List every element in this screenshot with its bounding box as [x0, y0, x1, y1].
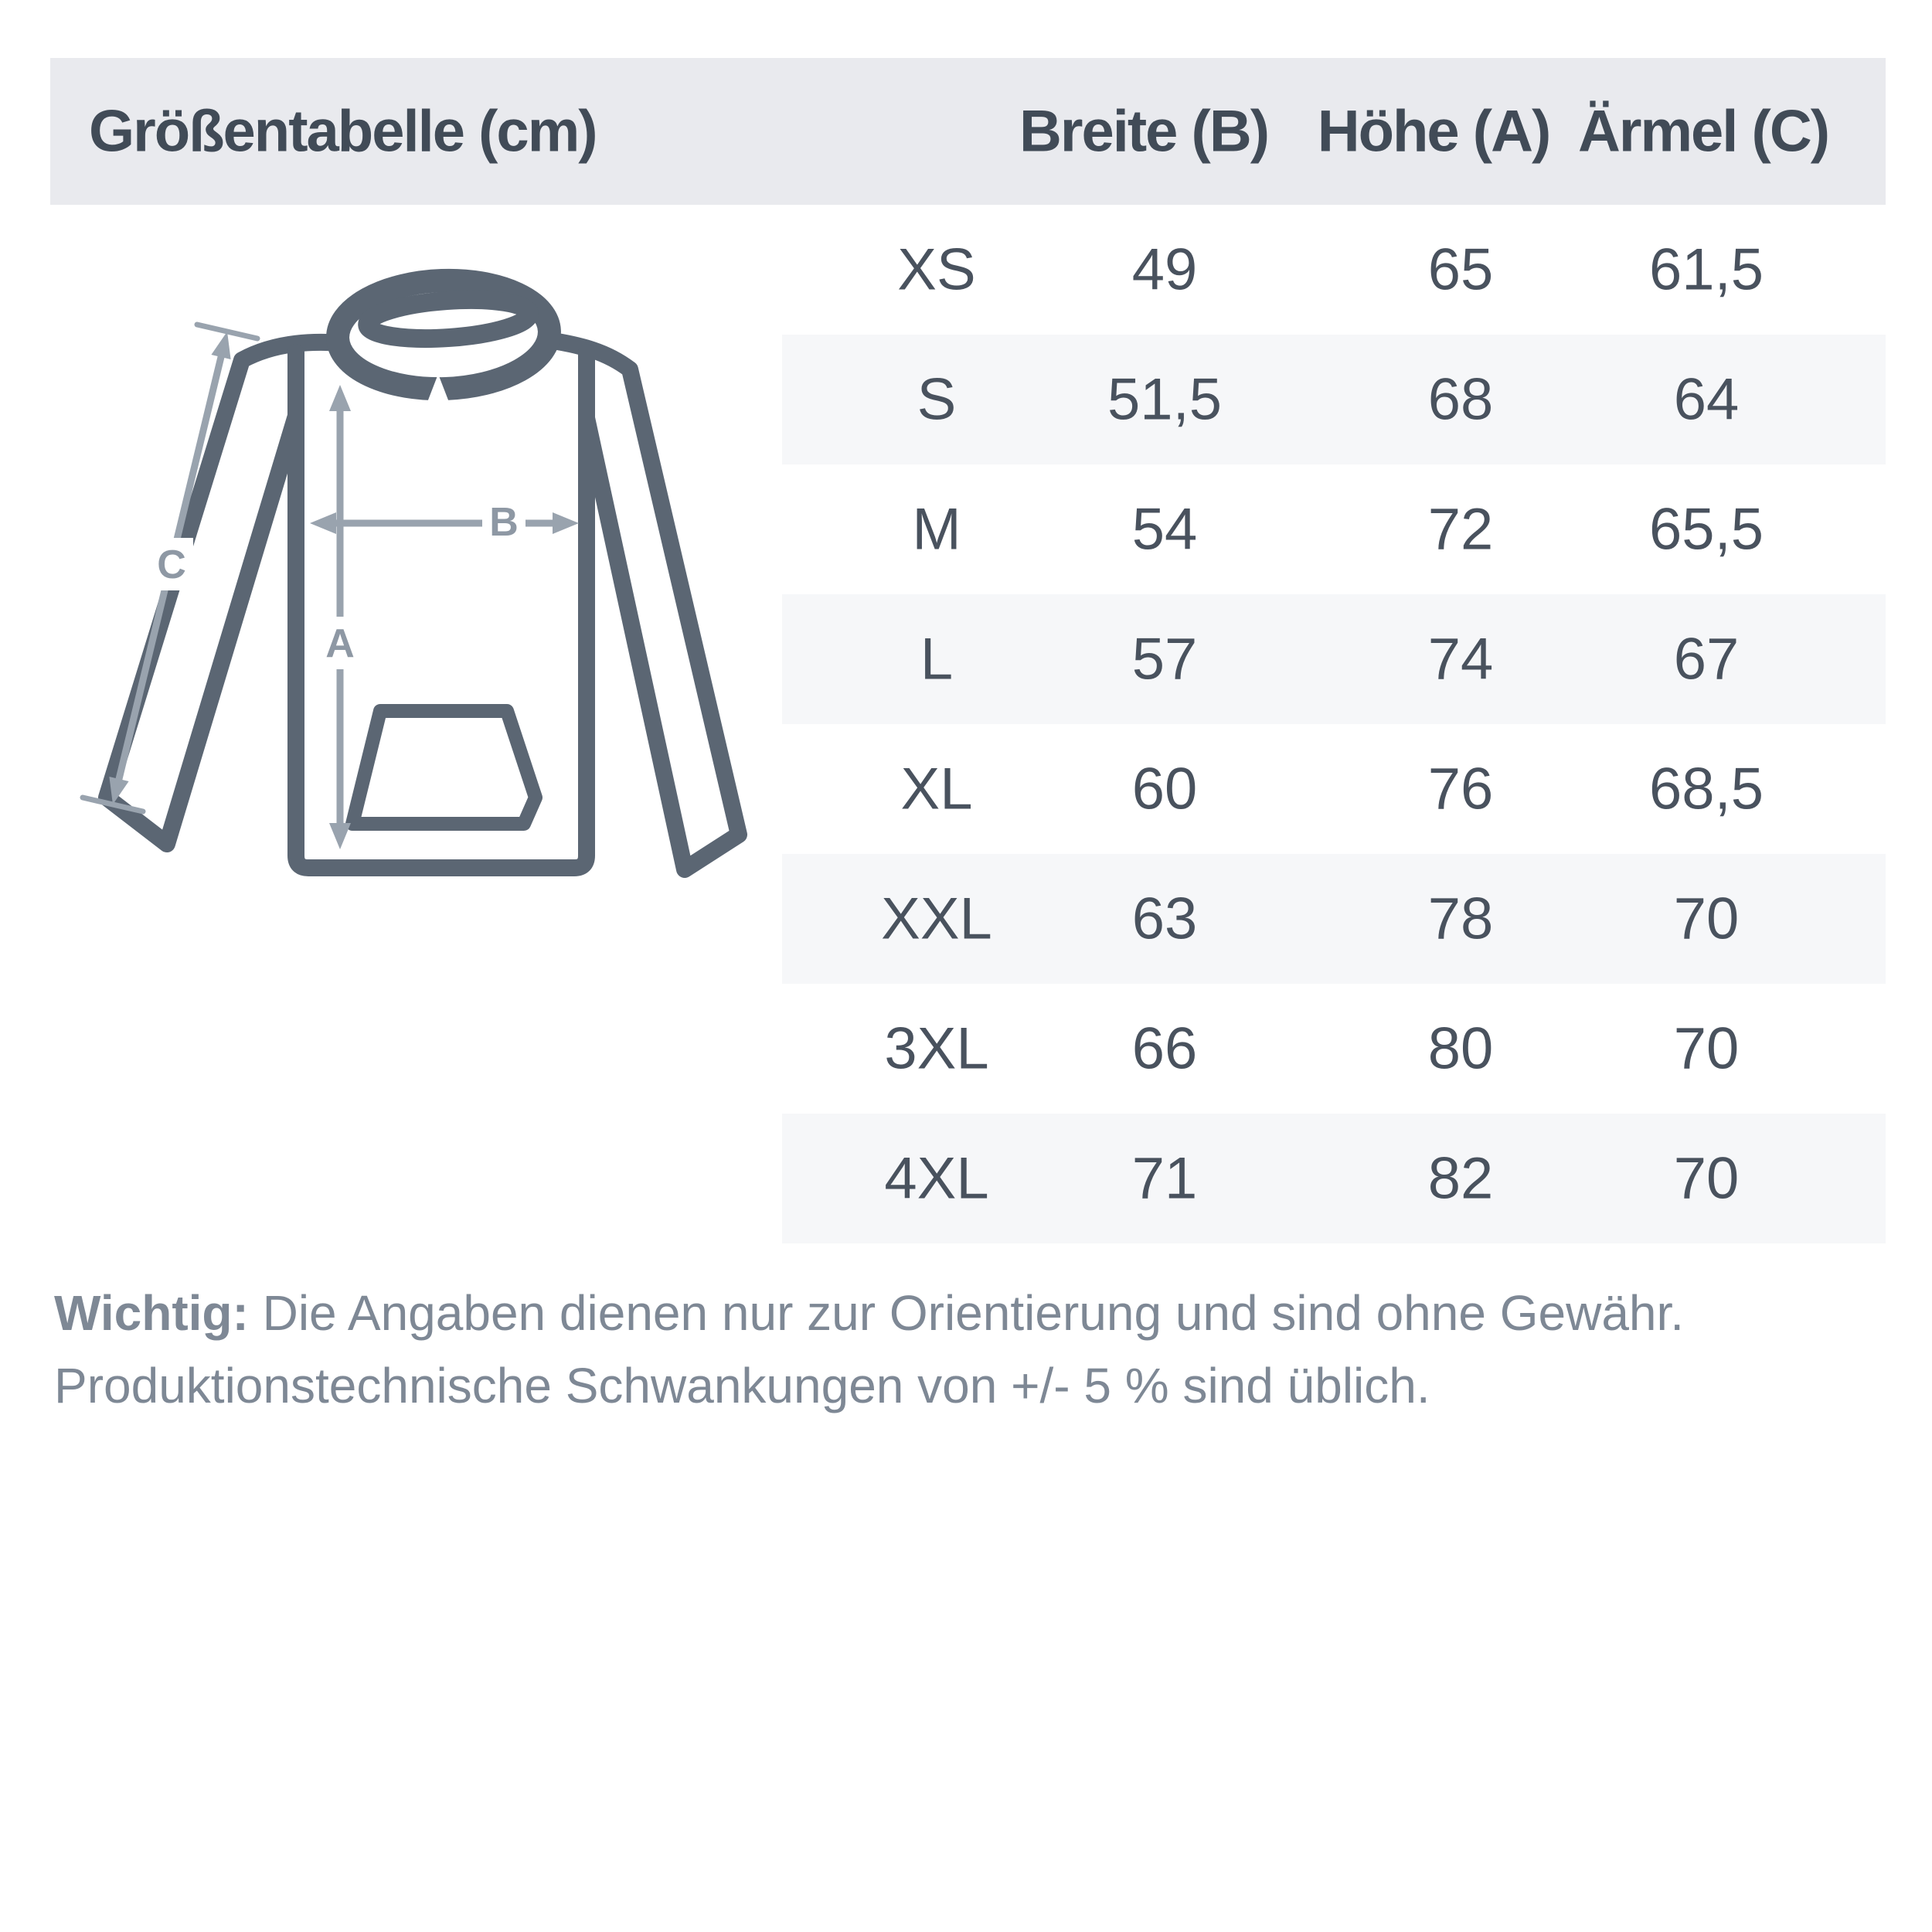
dimension-label-c: C [157, 543, 186, 587]
table-row-4xl [782, 1114, 1886, 1243]
table-row-xs [782, 205, 1886, 335]
hoehe-value: 82 [1427, 1145, 1494, 1212]
dimension-arrow-b [310, 512, 579, 534]
table-row-3xl [782, 984, 1886, 1114]
breite-value: 51,5 [1107, 366, 1222, 433]
size-label: S [917, 366, 957, 433]
disclaimer-text-1: Die Angaben dienen nur zur Orientierung und sind ohne Gewähr. [262, 1285, 1685, 1341]
hoehe-value: 80 [1427, 1015, 1494, 1082]
hoehe-value: 76 [1427, 756, 1494, 822]
size-label: M [912, 496, 961, 563]
breite-value: 54 [1131, 496, 1198, 563]
breite-value: 49 [1131, 236, 1198, 303]
disclaimer [54, 1277, 1893, 1422]
dimension-label-b: B [489, 500, 519, 545]
size-label: 4XL [884, 1145, 989, 1212]
aermel-value: 65,5 [1649, 496, 1764, 563]
table-row-xxl [782, 854, 1886, 984]
aermel-value: 68,5 [1649, 756, 1764, 822]
disclaimer-bold: Wichtig: [54, 1285, 249, 1341]
left-sleeve-outline [107, 342, 342, 844]
disclaimer-line-1 [54, 1277, 1893, 1349]
aermel-value: 70 [1673, 1015, 1740, 1082]
breite-value: 71 [1131, 1145, 1198, 1212]
size-label: L [920, 626, 954, 692]
aermel-value: 70 [1673, 886, 1740, 952]
hoehe-value: 78 [1427, 886, 1494, 952]
dimension-label-a: A [325, 621, 355, 666]
disclaimer-line-2: Produktionstechnische Schwankungen von +/- 5 % sind üblich. [54, 1358, 1430, 1413]
size-label: 3XL [884, 1015, 989, 1082]
table-row-s [782, 335, 1886, 464]
size-label: XS [897, 236, 976, 303]
breite-value: 66 [1131, 1015, 1198, 1082]
hoehe-value: 68 [1427, 366, 1494, 433]
size-chart-header [50, 58, 1886, 205]
aermel-value: 70 [1673, 1145, 1740, 1212]
hoodie-diagram [62, 216, 796, 889]
column-header-hoehe: Höhe (A) [1317, 98, 1550, 165]
column-header-breite: Breite (B) [1019, 98, 1269, 165]
size-label: XL [900, 756, 973, 822]
breite-value: 63 [1131, 886, 1198, 952]
hoehe-value: 74 [1427, 626, 1494, 692]
aermel-value: 64 [1673, 366, 1740, 433]
size-label: XXL [881, 886, 992, 952]
pocket-outline [352, 711, 536, 824]
table-row-xl [782, 724, 1886, 854]
breite-value: 60 [1131, 756, 1198, 822]
aermel-value: 67 [1673, 626, 1740, 692]
column-header-aermel: Ärmel (C) [1577, 98, 1829, 165]
size-table [782, 205, 1886, 1243]
table-row-l [782, 594, 1886, 724]
page-title: Größentabelle (cm) [89, 98, 597, 165]
right-sleeve-outline [543, 339, 739, 869]
hoehe-value: 72 [1427, 496, 1494, 563]
hood-icon [336, 277, 552, 408]
hood-inner-ring [366, 295, 531, 344]
breite-value: 57 [1131, 626, 1198, 692]
table-row-m [782, 464, 1886, 594]
hoehe-value: 65 [1427, 236, 1494, 303]
aermel-value: 61,5 [1649, 236, 1764, 303]
